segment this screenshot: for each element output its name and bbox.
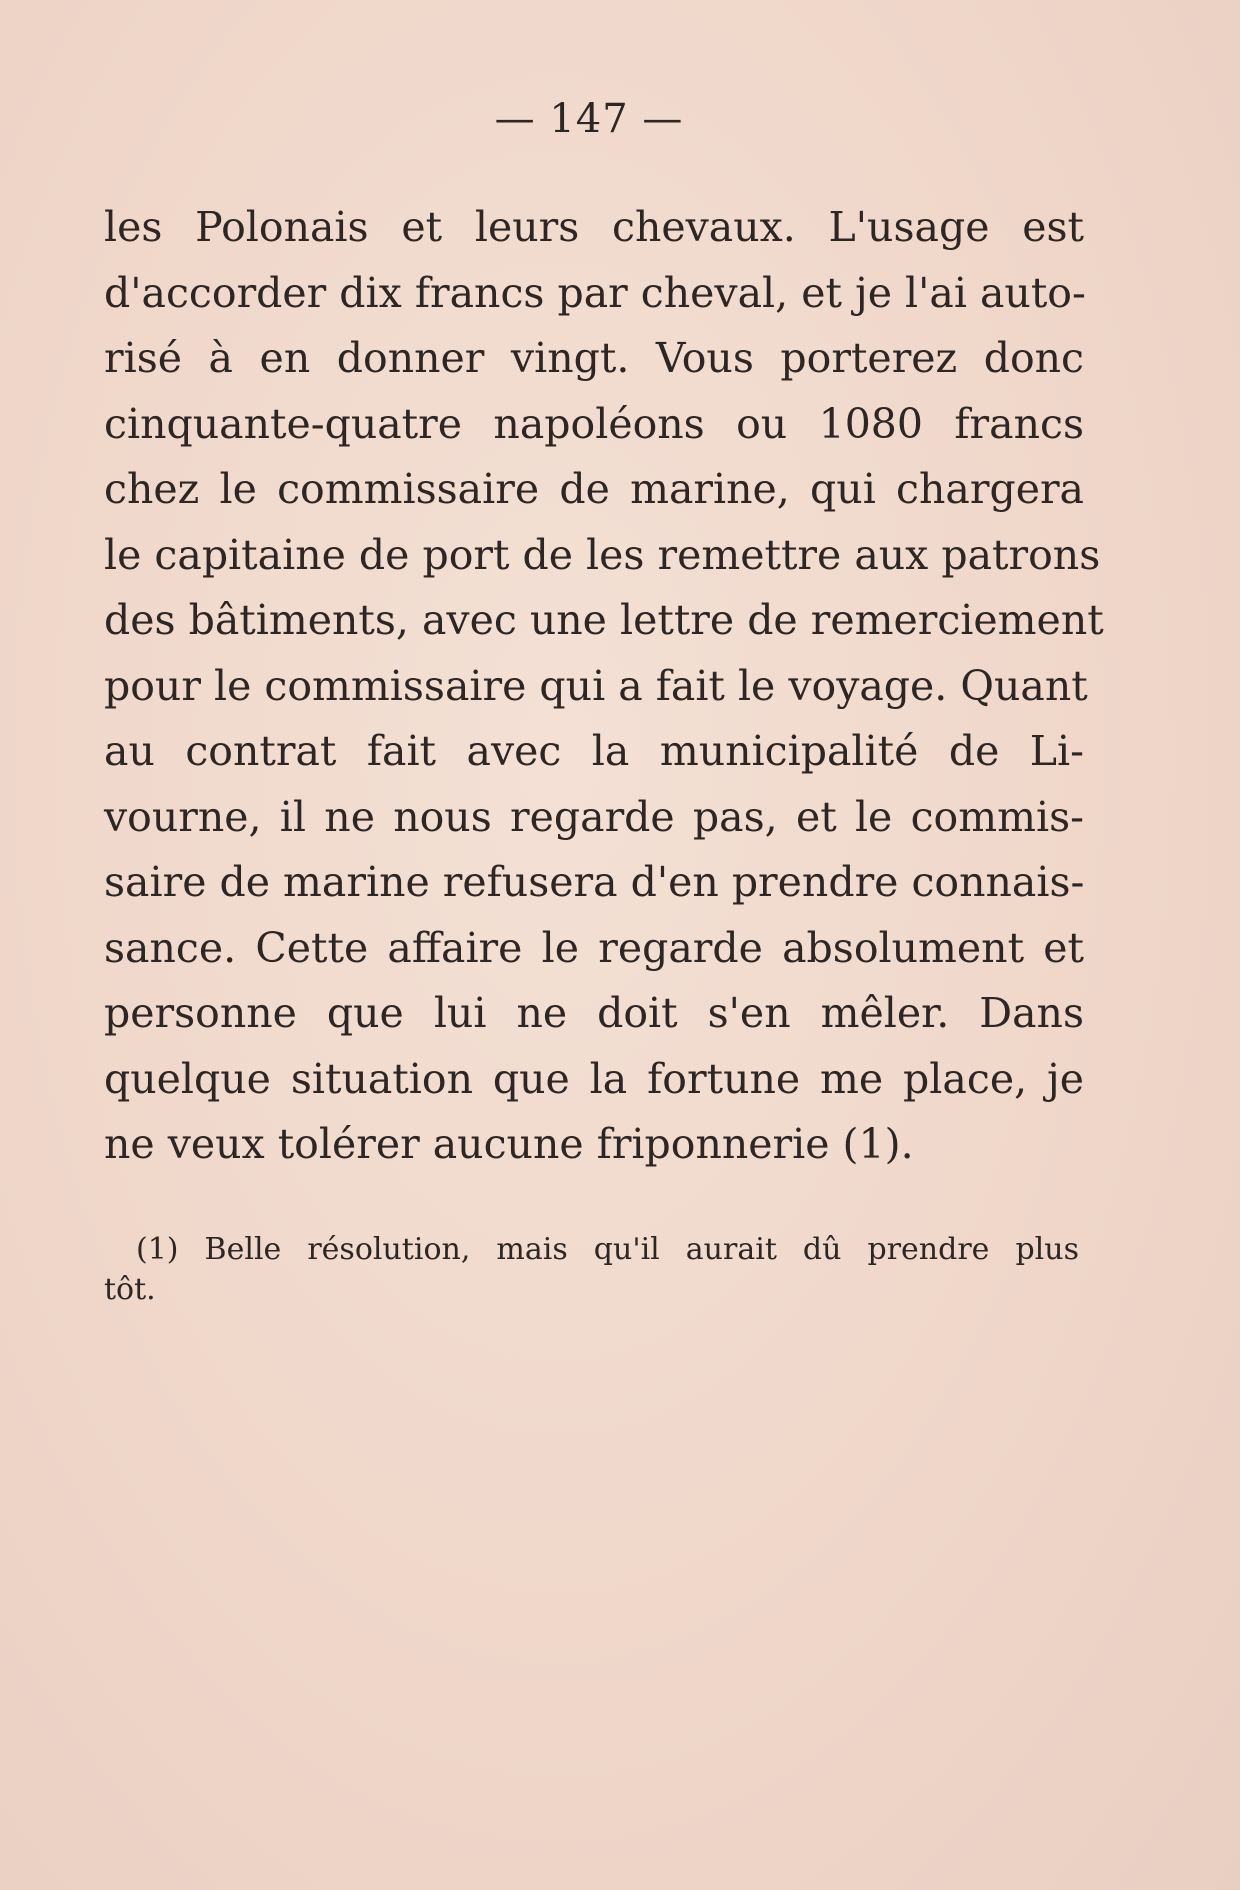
text-line: quelque situation que la fortune me place, je: [104, 1054, 1084, 1103]
text-line: les Polonais et leurs chevaux. L'usage est: [104, 203, 1084, 251]
text-line: pour le commissaire qui a fait le voyage. Quant: [104, 661, 1088, 710]
text-line: saire de marine refusera d'en prendre connais-: [104, 858, 1085, 906]
footnote: [104, 1230, 1079, 1310]
page-number: — 147 —: [494, 96, 684, 142]
text-line: le capitaine de port de les remettre aux patrons: [104, 530, 1101, 579]
footnote-line: (1) Belle résolution, mais qu'il aurait dû prendre plus: [136, 1232, 1079, 1267]
text-line: vourne, il ne nous regarde pas, et le commis-: [104, 792, 1084, 841]
text-line: ne veux tolérer aucune friponnerie (1).: [104, 1120, 914, 1168]
text-line: des bâtiments, avec une lettre de remerciement: [104, 596, 1104, 644]
text-line: d'accorder dix francs par cheval, et je l'ai auto-: [104, 268, 1086, 317]
text-line: sance. Cette affaire le regarde absolument et: [104, 923, 1084, 972]
footnote-line: tôt.: [104, 1272, 156, 1307]
body-text: [104, 195, 1104, 1178]
text-line: personne que lui ne doit s'en mêler. Dans: [104, 989, 1084, 1037]
text-line: cinquante-quatre napoléons ou 1080 francs: [104, 399, 1084, 448]
text-line: au contrat fait avec la municipalité de Li-: [104, 727, 1084, 775]
text-line: risé à en donner vingt. Vous porterez donc: [104, 334, 1084, 382]
text-line: chez le commissaire de marine, qui chargera: [104, 465, 1084, 513]
